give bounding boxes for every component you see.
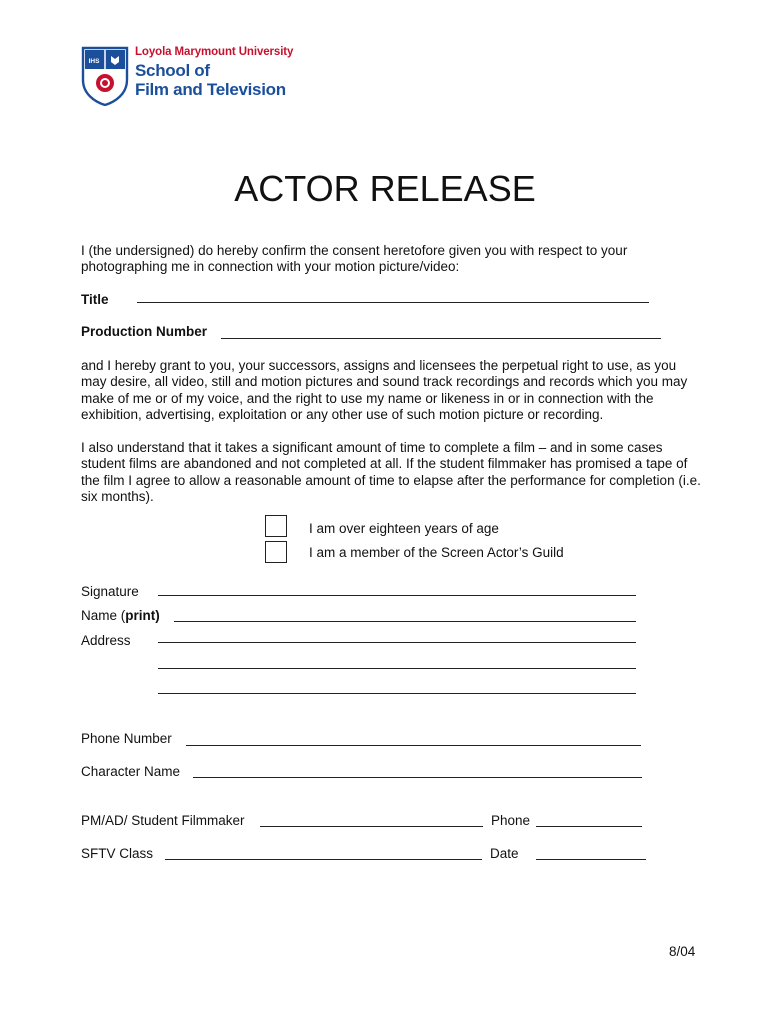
phone-number-label: Phone Number xyxy=(81,731,172,746)
name-field[interactable] xyxy=(174,621,636,622)
date-label: Date xyxy=(490,846,519,861)
address-line-1[interactable] xyxy=(158,642,636,643)
signature-label: Signature xyxy=(81,584,139,599)
signature-field[interactable] xyxy=(158,595,636,596)
age-checkbox-label: I am over eighteen years of age xyxy=(309,521,499,536)
name-label-prefix: Name ( xyxy=(81,608,126,623)
title-field[interactable] xyxy=(137,302,649,303)
shield-icon xyxy=(81,46,129,106)
production-number-field[interactable] xyxy=(221,338,661,339)
revision-date: 8/04 xyxy=(669,944,696,959)
guild-checkbox-label: I am a member of the Screen Actor’s Guild xyxy=(309,545,564,560)
sftv-class-label: SFTV Class xyxy=(81,846,154,861)
character-name-label: Character Name xyxy=(81,764,181,779)
university-name: Loyola Marymount University xyxy=(135,46,294,58)
filmmaker-field[interactable] xyxy=(260,826,483,827)
date-field[interactable] xyxy=(536,859,646,860)
time-paragraph: I also understand that it takes a significant amount of time to complete a film – and in some cases student films are abandoned and not completed at all. If the student filmmaker has promised a tape of the film I agree to allow a reasonable amount of time to elapse after the performance for completion (i.e. six months). xyxy=(81,440,701,505)
address-line-3[interactable] xyxy=(158,693,636,694)
filmmaker-label: PM/AD/ Student Filmmaker xyxy=(81,813,245,828)
age-checkbox[interactable] xyxy=(265,515,287,537)
title-label: Title xyxy=(81,292,109,307)
filmmaker-phone-label: Phone xyxy=(491,813,531,828)
address-label: Address xyxy=(81,633,131,648)
grant-paragraph: and I hereby grant to you, your successors, assigns and licensees the perpetual right to use, as you may desire, all video, still and motion pictures and sound track recordings and records which you may make of me or of my voice, and the right to use my name or likeness in or in connection with the exhibition, advertising, exploitation or any other use of such motion picture or recording. xyxy=(81,358,688,423)
intro-paragraph: I (the undersigned) do hereby confirm the consent heretofore given you with respect to your photographing me in connection with your motion picture/video: xyxy=(81,243,628,275)
filmmaker-phone-field[interactable] xyxy=(536,826,642,827)
name-label-bold: print) xyxy=(125,608,160,623)
guild-checkbox[interactable] xyxy=(265,541,287,563)
phone-number-field[interactable] xyxy=(186,745,641,746)
page-title: ACTOR RELEASE xyxy=(234,168,536,209)
production-number-label: Production Number xyxy=(81,324,208,339)
school-logo xyxy=(81,46,311,106)
address-line-2[interactable] xyxy=(158,668,636,669)
svg-text:IHS: IHS xyxy=(88,58,100,65)
sftv-class-field[interactable] xyxy=(165,859,482,860)
school-name-line2: Film and Television xyxy=(135,80,286,99)
character-name-field[interactable] xyxy=(193,777,642,778)
school-name-line1: School of xyxy=(135,61,210,80)
name-label xyxy=(81,608,160,624)
